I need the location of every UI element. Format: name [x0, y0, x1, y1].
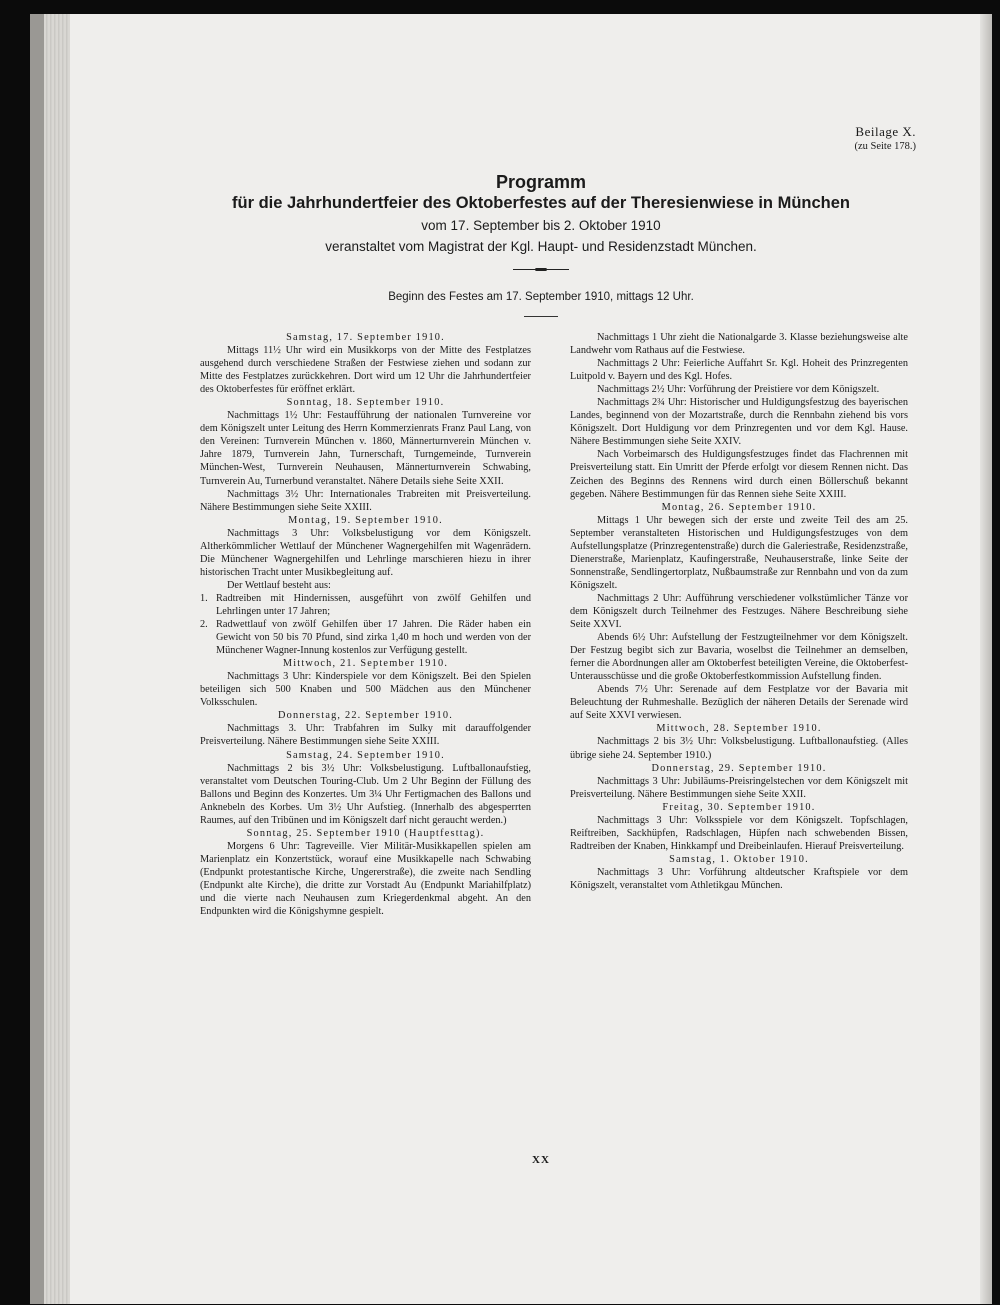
date-range: vom 17. September bis 2. Oktober 1910 — [421, 218, 661, 233]
day-heading: Mittwoch, 28. September 1910. — [656, 723, 822, 735]
program-paragraph: Nachmittags 2½ Uhr: Vorführung der Preistiere vor dem Königszelt. — [597, 384, 880, 396]
page-edges — [44, 14, 70, 1304]
program-paragraph: Nachmittags 3 Uhr: Volksbelustigung vor dem Königszelt. Altherkömmlicher Wettlauf der Münchener Wagnergehilfen mit Wagenrädern. Die Münchener Wagnergehilfen und Lehrlinge marschieren hiezu in ihrer historischen Tracht unter Musikbegleitung auf. — [200, 527, 531, 578]
program-paragraph: Der Wettlauf besteht aus: — [227, 579, 331, 591]
program-paragraph: Nachmittags 2 bis 3½ Uhr: Volksbelustigung. Luftballonaufstieg. (Alles übrige siehe 24. September 1910.) — [570, 736, 908, 761]
list-number: 2. — [200, 619, 208, 631]
list-item — [200, 618, 531, 657]
day-heading: Donnerstag, 22. September 1910. — [277, 710, 454, 722]
program-paragraph: Morgens 6 Uhr: Tagreveille. Vier Militär-Musikkapellen spielen am Marienplatz ein Konzertstück, worauf eine Musikkapelle nach Schwabing (Endpunkt protestantische Kirche, Ungererstraße), die zweite nach Sendling (Endpunkt alte Kirche), die dritte zur Vorstadt Au (Endpunkt Mariahilfplatz) und die vierte nach Neuhausen zum Kriegerdenkmal abgeht. An den Endpunkten wird die Königshymne gespielt. — [200, 840, 531, 918]
page-shadow — [980, 14, 992, 1304]
appendix-label — [854, 124, 916, 154]
organizer-line: veranstaltet vom Magistrat der Kgl. Haupt- und Residenzstadt München. — [325, 239, 757, 254]
day-heading: Donnerstag, 29. September 1910. — [651, 762, 827, 774]
day-heading: Samstag, 1. Oktober 1910. — [669, 853, 809, 865]
program-paragraph: Nach Vorbeimarsch des Huldigungsfestzuges findet das Flachrennen mit Preisverteilung statt. Ein Umritt der Pferde erfolgt vor diesem Rennen nicht. Das Zeichen des Beginns des Rennens wird durch einen Böllerschuß bekannt gegeben. Nähere Bestimmungen für das Rennen siehe Seite XXIII. — [570, 449, 908, 500]
day-heading: Freitag, 30. September 1910. — [662, 801, 816, 813]
list-number: 1. — [200, 592, 208, 604]
program-paragraph: Nachmittags 3 Uhr: Volksspiele vor dem Königszelt. Topfschlagen, Reiftreiben, Sackhüpfen, Radschlagen, Hüpfen nach schwebenden Bissen, Radtreiben der Knaben, Hinkkampf und Dreibeinlaufen. Hierauf Preisverteilung. — [570, 814, 908, 852]
program-paragraph: Mittags 11½ Uhr wird ein Musikkorps von der Mitte des Festplatzes ausgehend durch verschiedene Straßen der Festwiese ziehen und sodann zur Mitte des Festplatzes zurückkehren. Dort wird um 12 Uhr die Jahrhundertfeier des Oktoberfestes für eröffnet erklärt. — [200, 345, 531, 396]
program-paragraph: Abends 6½ Uhr: Aufstellung der Festzugteilnehmer vor dem Königszelt. Der Festzug begibt sich zur Bavaria, woselbst die Teilnehmer an demselben, ferner die Abordnungen aller am Oktoberfest beteiligten Vereine, die Oktoberfest-Unterausschüsse und die große Oktoberfestkommission Aufstellung finden. — [570, 632, 908, 683]
day-heading: Montag, 19. September 1910. — [288, 514, 443, 526]
book-spine — [30, 14, 44, 1304]
program-paragraph: Nachmittags 2 Uhr: Feierliche Auffahrt Sr. Kgl. Hoheit des Prinzregenten Luitpold v. Bayern und des Kgl. Hofes. — [570, 358, 908, 383]
program-paragraph: Nachmittags 1 Uhr zieht die Nationalgarde 3. Klasse beziehungsweise alte Landwehr vom Rathaus auf die Festwiese. — [570, 332, 908, 357]
day-heading: Sonntag, 18. September 1910. — [286, 397, 445, 409]
program-paragraph: Nachmittags 3 Uhr: Vorführung altdeutscher Kraftspiele vor dem Königszelt, veranstaltet vom Athletikgau München. — [570, 866, 908, 891]
program-paragraph: Nachmittags 3. Uhr: Trabfahren im Sulky mit darauffolgender Preisverteilung. Nähere Bestimmungen siehe Seite XXIII. — [200, 723, 531, 748]
right-column — [570, 331, 908, 892]
day-heading: Montag, 26. September 1910. — [661, 501, 817, 513]
ornament-divider — [513, 268, 569, 271]
program-paragraph: Nachmittags 3 Uhr: Jubiläums-Preisringelstechen vor dem Königszelt mit Preisverteilung. Nähere Bestimmungen siehe Seite XXII. — [570, 775, 908, 800]
program-paragraph: Nachmittags 2¾ Uhr: Historischer und Huldigungsfestzug des bayerischen Landes, beginnend von der Mozartstraße, durch die Rennbahn ziehend bis vors Königszelt. Dort Huldigung vor dem Prinzregenten und vor dem Kgl. Hause. Nähere Bestimmungen siehe Seite XXIV. — [570, 397, 908, 448]
program-paragraph: Abends 7½ Uhr: Serenade auf dem Festplatze vor der Bavaria mit Beleuchtung der Ruhmeshalle. Bezüglich der näheren Details der Serenade wird auf Seite XXVI verwiesen. — [570, 684, 908, 722]
document-title: Programm — [495, 172, 587, 192]
program-paragraph: Nachmittags 2 Uhr: Aufführung verschiedener volkstümlicher Tänze vor dem Königszelt durch Teilnehmer des Festzuges. Nähere Beschreibung siehe Seite XXVI. — [570, 592, 908, 631]
program-paragraph: Nachmittags 1½ Uhr: Festaufführung der nationalen Turnvereine vor dem Königszelt unter Leitung des Herrn Kommerzienrats Franz Paul Lang, von den Vereinen: Turnverein München v. 1860, Männerturnverein München v. Jahre 1879, Turnverein Jahn, Turnerschaft, Turngemeinde, Turnverein München-West, Turnverein Neuhausen, Männerturnverein Schwabing, Turnverein Au, Turnerbund veranstaltet. Nähere Details siehe Seite XXII. — [200, 410, 531, 487]
list-text: Radtreiben mit Hindernissen, ausgeführt von zwölf Gehilfen und Lehrlingen unter 17 Jahren; — [216, 592, 531, 617]
day-heading: Samstag, 24. September 1910. — [286, 749, 445, 761]
day-heading: Samstag, 17. September 1910. — [286, 332, 445, 343]
program-paragraph: Nachmittags 3½ Uhr: Internationales Trabreiten mit Preisverteilung. Nähere Bestimmungen siehe Seite XXIII. — [200, 488, 531, 513]
document-subtitle: für die Jahrhundertfeier des Oktoberfestes auf der Theresienwiese in München — [232, 194, 850, 212]
appendix-reference: (zu Seite 178.) — [854, 141, 916, 152]
list-text: Radwettlauf von zwölf Gehilfen über 17 Jahren. Die Räder haben ein Gewicht von 50 bis 70 Pfund, sind zirka 1,40 m hoch und werden von der Münchener Wagner-Innung kostenlos zur Verfügung gestellt. — [216, 619, 531, 657]
program-paragraph: Nachmittags 2 bis 3½ Uhr: Volksbelustigung. Luftballonaufstieg, veranstaltet vom Deutschen Touring-Club. Um 2 Uhr Beginn der Füllung des Ballons und Beginn des Konzertes. Um 3¼ Uhr Fertigmachen des Ballons und Anknebeln des Korbes. Um 3½ Uhr Aufstieg. (Innerhalb des abgesperrten Raumes, auf den Tribünen und im Königszelt darf nicht geraucht werden.) — [200, 762, 531, 826]
list-item — [200, 592, 531, 618]
program-paragraph: Mittags 1 Uhr bewegen sich der erste und zweite Teil des am 25. September veranstalteten Historischen und Huldigungsfestzuges von dem Aufstellungsplatze (Prinzregentenstraße) durch die Galeriestraße, Residenzstraße, Dienerstraße, Marienplatz, Kaufingerstraße, Neuhauserstraße, linke Seite der Sonnenstraße, Sendlingertorplatz, Nußbaumstraße zur Rennbahn und von da zum Königszelt. — [570, 514, 908, 591]
program-paragraph: Nachmittags 3 Uhr: Kinderspiele vor dem Königszelt. Bei den Spielen beteiligen sich 500 Knaben und 500 Mädchen aus den Münchener Volksschulen. — [200, 671, 531, 709]
start-notice: Beginn des Festes am 17. September 1910, mittags 12 Uhr. — [388, 291, 694, 303]
short-rule — [524, 316, 558, 317]
numbered-list — [200, 592, 531, 657]
left-column — [200, 331, 531, 918]
page-number: XX — [532, 1154, 550, 1166]
day-heading: Mittwoch, 21. September 1910. — [282, 658, 449, 670]
day-heading: Sonntag, 25. September 1910 (Hauptfesttag). — [246, 827, 485, 839]
appendix-number: Beilage X. — [855, 124, 916, 139]
